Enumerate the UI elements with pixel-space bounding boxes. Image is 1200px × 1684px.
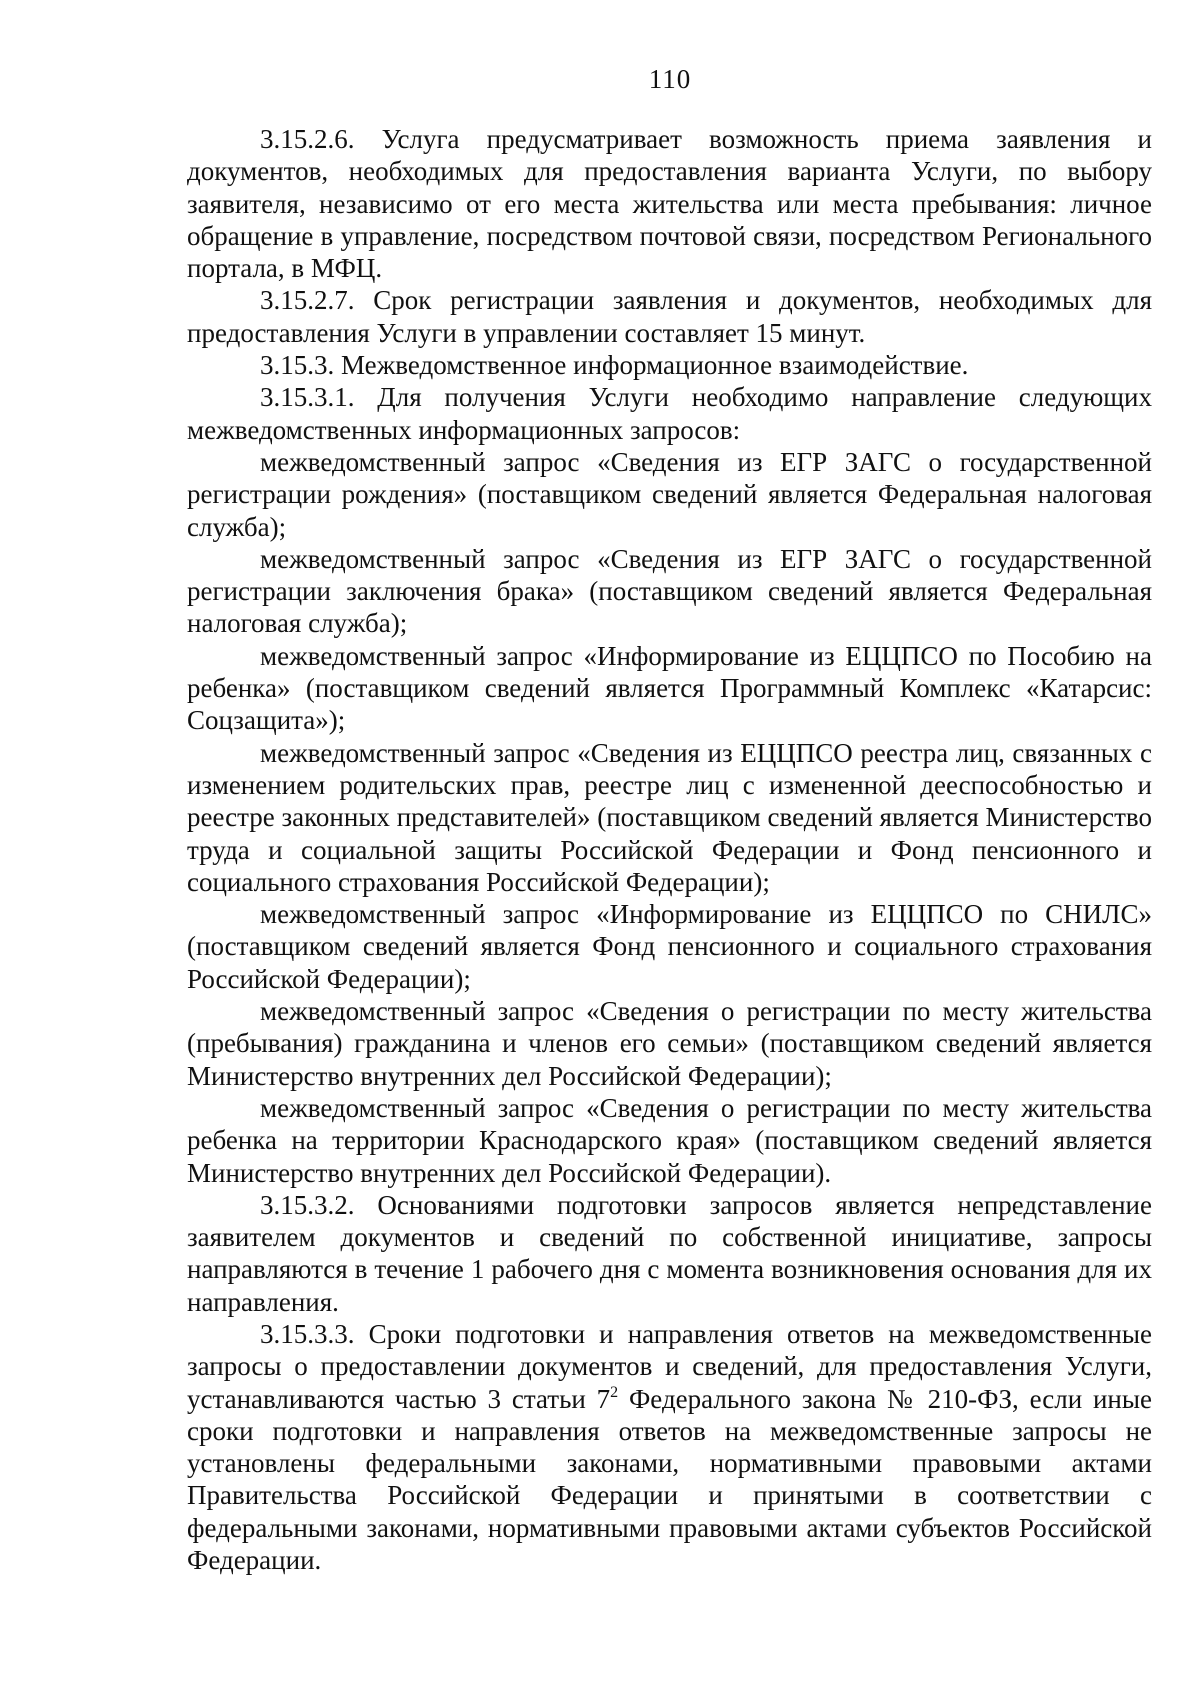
request-snils: межведомственный запрос «Информирование из ЕЦЦПСО по СНИЛС» (поставщиком сведений является Фонд пенсионного и социального страхования Российской Федерации); xyxy=(187,899,1152,994)
paragraph-3-15-2-7: 3.15.2.7. Срок регистрации заявления и документов, необходимых для предоставления Услуги в управлении составляет 15 минут. xyxy=(187,285,1152,348)
request-citizen-residence: межведомственный запрос «Сведения о регистрации по месту жительства (пребывания) гражданина и членов его семьи» (поставщиком сведений является Министерство внутренних дел Российской Федерации); xyxy=(187,996,1152,1091)
paragraph-3-15-3-3-text-start: 3.15.3.3. Сроки подготовки и направления ответов на межведомственные запросы о предоставлении документов и сведений, для предоставления Услуги, устанавливаются частью 3 статьи 7 xyxy=(187,1318,1152,1414)
request-child-allowance: межведомственный запрос «Информирование из ЕЦЦПСО по Пособию на ребенка» (поставщиком сведений является Программный Комплекс «Катарсис: Соцзащита»); xyxy=(187,640,1152,736)
paragraph-3-15-2-6: 3.15.2.6. Услуга предусматривает возможность приема заявления и документов, необходимых для предоставления варианта Услуги, по выбору заявителя, независимо от его места жительства или места пребывания: личное обращение в управление, посредством почтовой связи, посредством Регионального портала, в МФЦ. xyxy=(187,124,1152,284)
document-body xyxy=(187,123,1152,1576)
request-marriage-registration: межведомственный запрос «Сведения из ЕГР ЗАГС о государственной регистрации заключения брака» (поставщиком сведений является Федеральная налоговая служба); xyxy=(187,543,1152,639)
paragraph-3-15-3-3-text-end: Федерального закона № 210-ФЗ, если иные сроки подготовки и направления ответов на межведомственные запросы не установлены федеральными законами, нормативными правовыми актами Правительства Российской Федерации и принятыми в соответствии с федеральными законами, нормативными правовыми актами субъектов Российской Федерации. xyxy=(187,1383,1152,1576)
request-birth-registration: межведомственный запрос «Сведения из ЕГР ЗАГС о государственной регистрации рождения» (поставщиком сведений является Федеральная налоговая служба); xyxy=(187,446,1152,542)
paragraph-3-15-3-1: 3.15.3.1. Для получения Услуги необходимо направление следующих межведомственных информационных запросов: xyxy=(187,382,1152,445)
article-superscript: 2 xyxy=(610,1383,619,1401)
request-parental-rights-registry: межведомственный запрос «Сведения из ЕЦЦПСО реестра лиц, связанных с изменением родительских прав, реестре лиц с измененной дееспособностью и реестре законных представителей» (поставщиком сведений является Министерство труда и социальной защиты Российской Федерации и Фонд пенсионного и социального страхования Российской Федерации); xyxy=(187,737,1152,897)
paragraph-3-15-3-2: 3.15.3.2. Основаниями подготовки запросов является непредставление заявителем документов и сведений по собственной инициативе, запросы направляются в течение 1 рабочего дня с момента возникновения основания для их направления. xyxy=(187,1189,1152,1317)
request-child-residence: межведомственный запрос «Сведения о регистрации по месту жительства ребенка на территории Краснодарского края» (поставщиком сведений является Министерство внутренних дел Российской Федерации). xyxy=(187,1092,1152,1188)
page-number: 110 xyxy=(648,64,692,94)
paragraph-3-15-3: 3.15.3. Межведомственное информационное взаимодействие. xyxy=(260,350,969,381)
paragraph-3-15-3-3 xyxy=(187,1318,1152,1576)
